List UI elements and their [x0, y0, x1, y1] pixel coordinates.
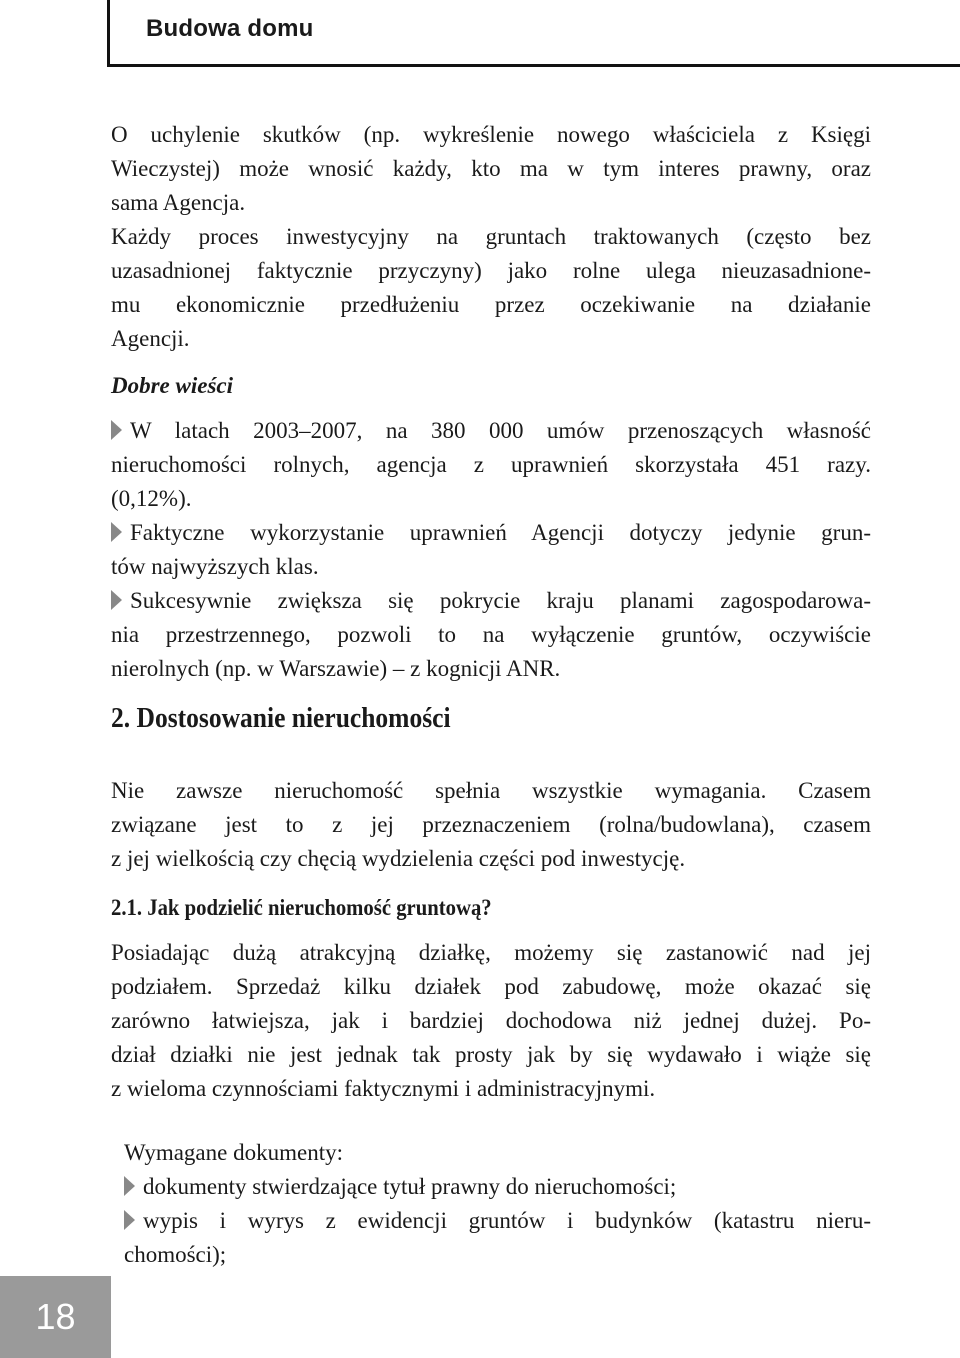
- good-news-list: [111, 414, 871, 686]
- text-line: sama Agencja.: [111, 190, 246, 215]
- list-item-line: dokumenty stwierdzające tytuł prawny do nieruchomości;: [124, 1170, 871, 1204]
- list-item-line: nierolnych (np. w Warszawie) – z kognicji ANR.: [111, 656, 561, 681]
- paragraph-intro: [111, 118, 871, 356]
- list-item-line: tów najwyższych klas.: [111, 554, 319, 579]
- text-line: Agencji.: [111, 326, 190, 351]
- text-line: podziałem. Sprzedaż kilku działek pod zabudowę, może okazać się: [111, 974, 871, 999]
- page-number: 18: [35, 1296, 76, 1337]
- header-vertical-rule: [107, 0, 110, 67]
- text-line: zarówno łatwiejsza, jak i bardziej dochodowa niż jednej dużej. Po-: [111, 1008, 871, 1033]
- required-documents: [124, 1136, 871, 1272]
- text-line: uzasadnionej faktycznie przyczyny) jako rolne ulega nieuzasadnione-: [111, 258, 871, 283]
- good-news-heading: Dobre wieści: [111, 373, 234, 398]
- running-header-title: Budowa domu: [146, 15, 314, 42]
- bullet-arrow-icon: [111, 590, 122, 610]
- text-line: Każdy proces inwestycyjny na gruntach traktowanych (często bez: [111, 224, 871, 249]
- subsection-heading-2-1: 2.1. Jak podzielić nieruchomość gruntową?: [111, 895, 492, 920]
- bullet-arrow-icon: [124, 1176, 135, 1196]
- text-line: O uchylenie skutków (np. wykreślenie nowego właściciela z Księgi: [111, 122, 871, 147]
- bullet-arrow-icon: [124, 1210, 135, 1230]
- text-line: z wieloma czynnościami faktycznymi i administracyjnymi.: [111, 1076, 656, 1101]
- list-item-line: W latach 2003–2007, na 380 000 umów przenoszących własność: [111, 414, 871, 448]
- paragraph-section-2-1: [111, 936, 871, 1106]
- bullet-arrow-icon: [111, 522, 122, 542]
- text-line: związane jest to z jej przeznaczeniem (rolna/budowlana), czasem: [111, 812, 871, 837]
- list-item-line: wypis i wyrys z ewidencji gruntów i budynków (katastru nieru-: [124, 1204, 871, 1238]
- section-heading-2: 2. Dostosowanie nieruchomości: [111, 702, 451, 734]
- text-line: dział działki nie jest jednak tak prosty jak by się wydawało i wiąże się: [111, 1042, 871, 1067]
- required-documents-heading: Wymagane dokumenty:: [124, 1140, 343, 1165]
- text-line: Nie zawsze nieruchomość spełnia wszystkie wymagania. Czasem: [111, 778, 871, 803]
- list-item-line: chomości);: [124, 1242, 227, 1267]
- text-line: Wieczystej) może wnosić każdy, kto ma w tym interes prawny, oraz: [111, 156, 871, 181]
- header-horizontal-rule: [107, 64, 960, 67]
- text-line: z jej wielkością czy chęcią wydzielenia części pod inwestycję.: [111, 846, 686, 871]
- text-line: mu ekonomicznie przedłużeniu przez oczekiwanie na działanie: [111, 292, 871, 317]
- paragraph-section-2: [111, 774, 871, 876]
- text-line: Posiadając dużą atrakcyjną działkę, możemy się zastanowić nad jej: [111, 940, 871, 965]
- list-item-line: Sukcesywnie zwiększa się pokrycie kraju planami zagospodarowa-: [111, 584, 871, 618]
- list-item-line: Faktyczne wykorzystanie uprawnień Agencji dotyczy jedynie grun-: [111, 516, 871, 550]
- list-item-line: (0,12%).: [111, 486, 192, 511]
- bullet-arrow-icon: [111, 420, 122, 440]
- list-item-line: nieruchomości rolnych, agencja z uprawnień skorzystała 451 razy.: [111, 452, 871, 477]
- list-item-line: nia przestrzennego, pozwoli to na wyłączenie gruntów, oczywiście: [111, 622, 871, 647]
